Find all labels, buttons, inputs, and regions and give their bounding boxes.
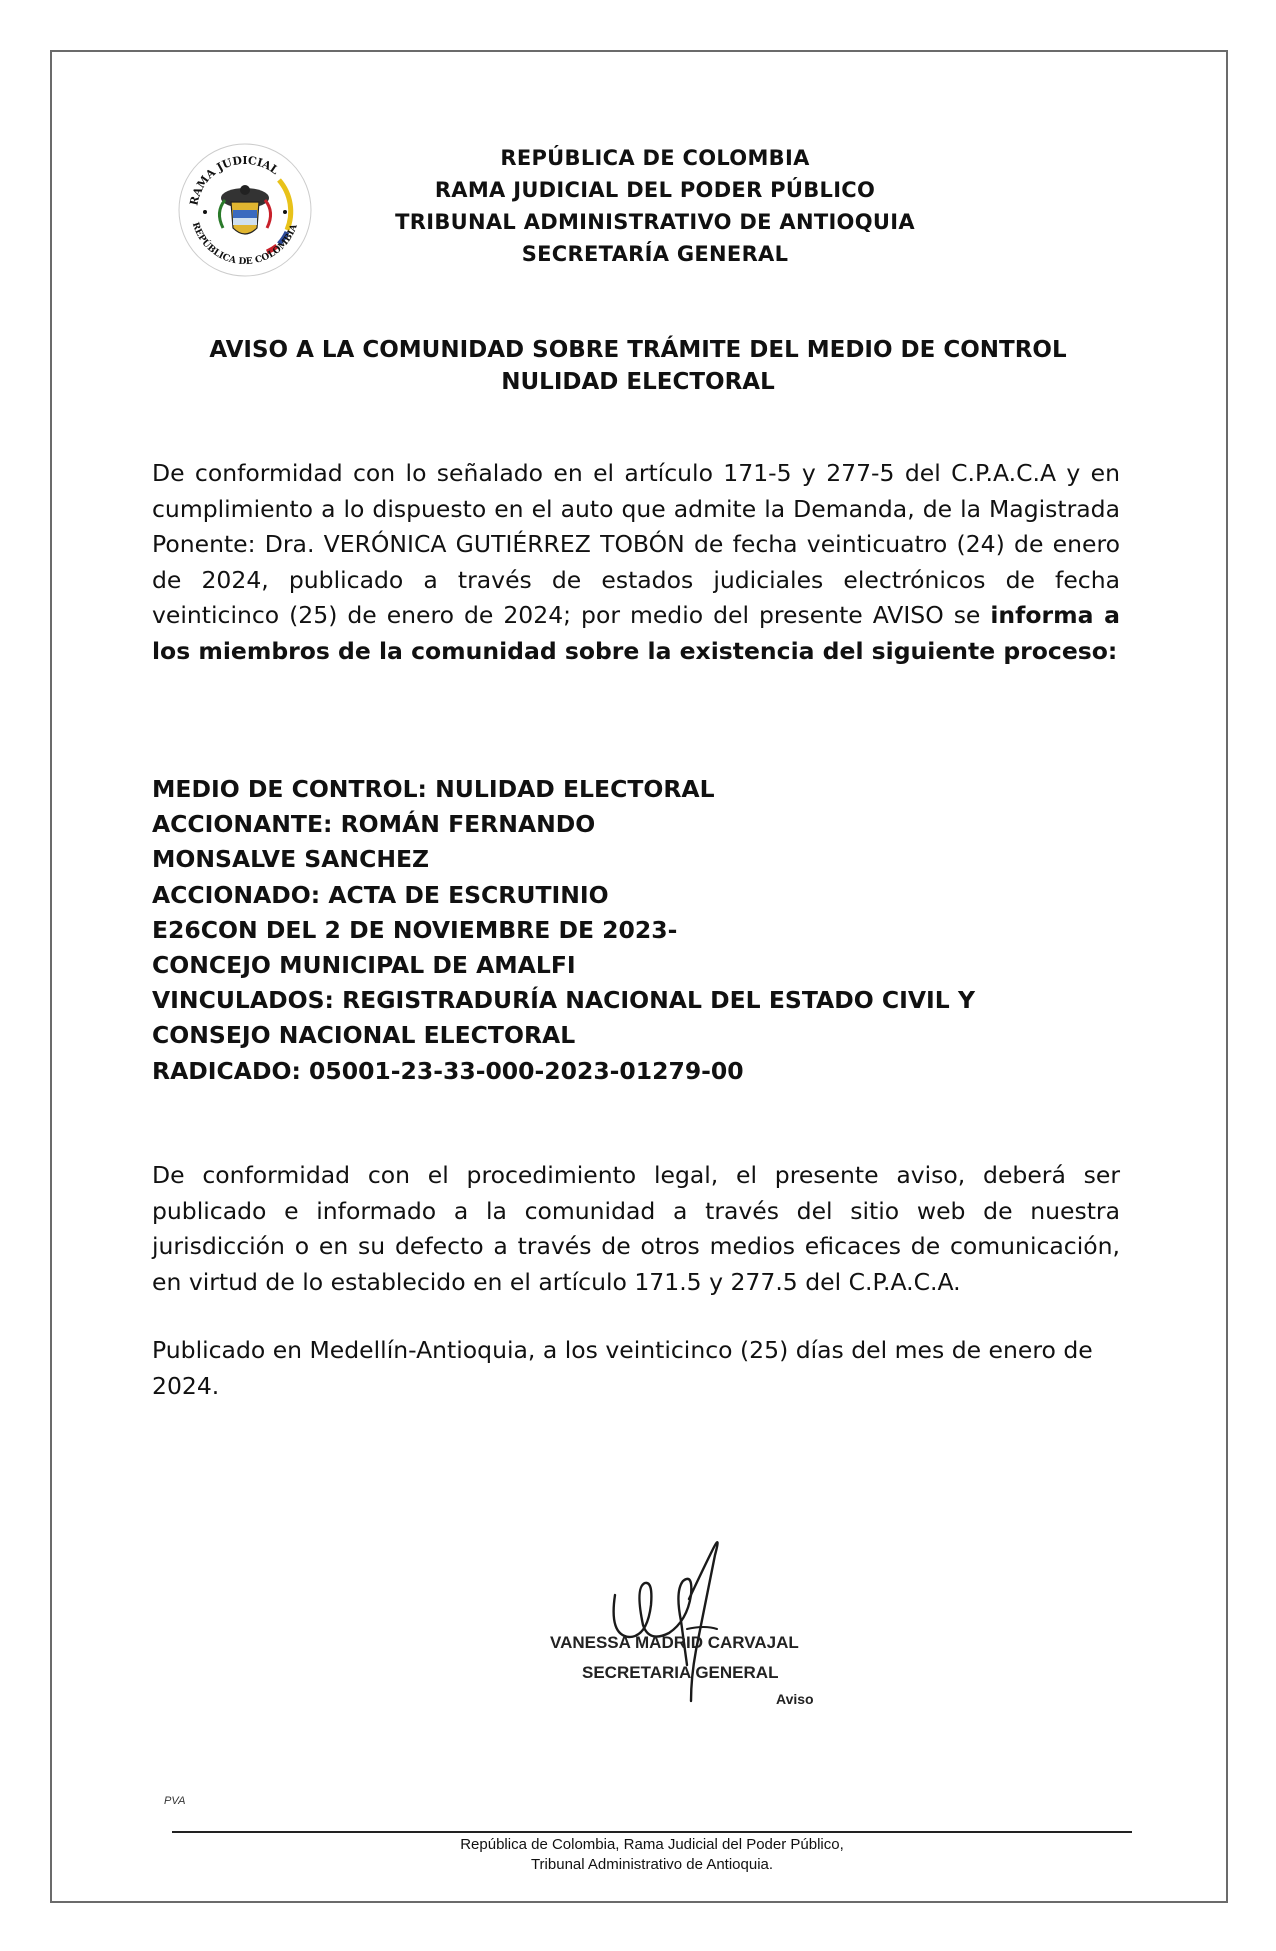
svg-text:REPÚBLICA DE COLOMBIA: REPÚBLICA DE COLOMBIA (189, 221, 300, 268)
title-line-1: AVISO A LA COMUNIDAD SOBRE TRÁMITE DEL MEDIO DE CONTROL (209, 337, 1067, 363)
footer-divider (172, 1831, 1132, 1833)
page-footer (172, 1835, 1132, 1875)
process-line: CONSEJO NACIONAL ELECTORAL (152, 1021, 576, 1050)
footer-line-2: Tribunal Administrativo de Antioquia. (530, 1856, 774, 1873)
rama-judicial-seal-logo (175, 140, 315, 280)
process-line: MEDIO DE CONTROL: NULIDAD ELECTORAL (152, 775, 715, 803)
document-header (340, 142, 970, 270)
header-line-tribunal: TRIBUNAL ADMINISTRATIVO DE ANTIOQUIA (395, 210, 915, 234)
signature-note: Aviso (776, 1691, 814, 1707)
notice-title (150, 334, 1126, 398)
process-details (152, 772, 1112, 1089)
process-line: E26CON DEL 2 DE NOVIEMBRE DE 2023- (152, 915, 678, 944)
signer-name: VANESSA MADRID CARVAJAL (550, 1633, 799, 1652)
intro-bold-text: informa a los miembros de la comunidad sobre la existencia del siguiente proceso: (152, 601, 1121, 665)
intro-paragraph (152, 456, 1120, 669)
process-line: MONSALVE SANCHEZ (152, 845, 430, 874)
typist-initials: PVA (164, 1795, 186, 1807)
svg-text:RAMA JUDICIAL: RAMA JUDICIAL (187, 153, 282, 207)
header-line-branch: RAMA JUDICIAL DEL PODER PÚBLICO (434, 178, 876, 202)
header-line-country: REPÚBLICA DE COLOMBIA (500, 146, 810, 170)
intro-text: De conformidad con lo señalado en el artículo 171-5 y 277-5 del C.P.A.C.A y en cumplimiento a lo dispuesto en el auto que admite la Demanda, de la Magistrada Ponente: Dra. VERÓNICA GUTIÉRREZ TOBÓN de fecha veinticuatro (24) de enero de 2024, publicado a través de estados judiciales electrónicos de fecha veinticinco (25) de enero de 2024; por medio del presente AVISO se (152, 459, 1120, 629)
process-line: VINCULADOS: REGISTRADURÍA NACIONAL DEL ESTADO CIVIL Y (152, 986, 975, 1015)
header-line-secretariat: SECRETARÍA GENERAL (521, 242, 789, 266)
signer-role: SECRETARIA GENERAL (582, 1663, 779, 1682)
process-line: ACCIONADO: ACTA DE ESCRUTINIO (152, 880, 609, 909)
procedure-paragraph: De conformidad con el procedimiento legal, el presente aviso, deberá ser publicado e informado a la comunidad a través del sitio web de nuestra jurisdicción o en su defecto a través de otros medios eficaces de comunicación, en virtud de lo establecido en el artículo 171.5 y 277.5 del C.P.A.C.A. (152, 1161, 1120, 1296)
process-line: ACCIONANTE: ROMÁN FERNANDO (152, 810, 596, 839)
footer-line-1: República de Colombia, Rama Judicial del Poder Público, (460, 1836, 844, 1853)
process-line: CONCEJO MUNICIPAL DE AMALFI (152, 951, 576, 980)
title-line-2: NULIDAD ELECTORAL (501, 369, 775, 395)
process-line: RADICADO: 05001-23-33-000-2023-01279-00 (152, 1056, 744, 1085)
publication-paragraph: Publicado en Medellín-Antioquia, a los veinticinco (25) días del mes de enero de 2024. (152, 1336, 1093, 1400)
